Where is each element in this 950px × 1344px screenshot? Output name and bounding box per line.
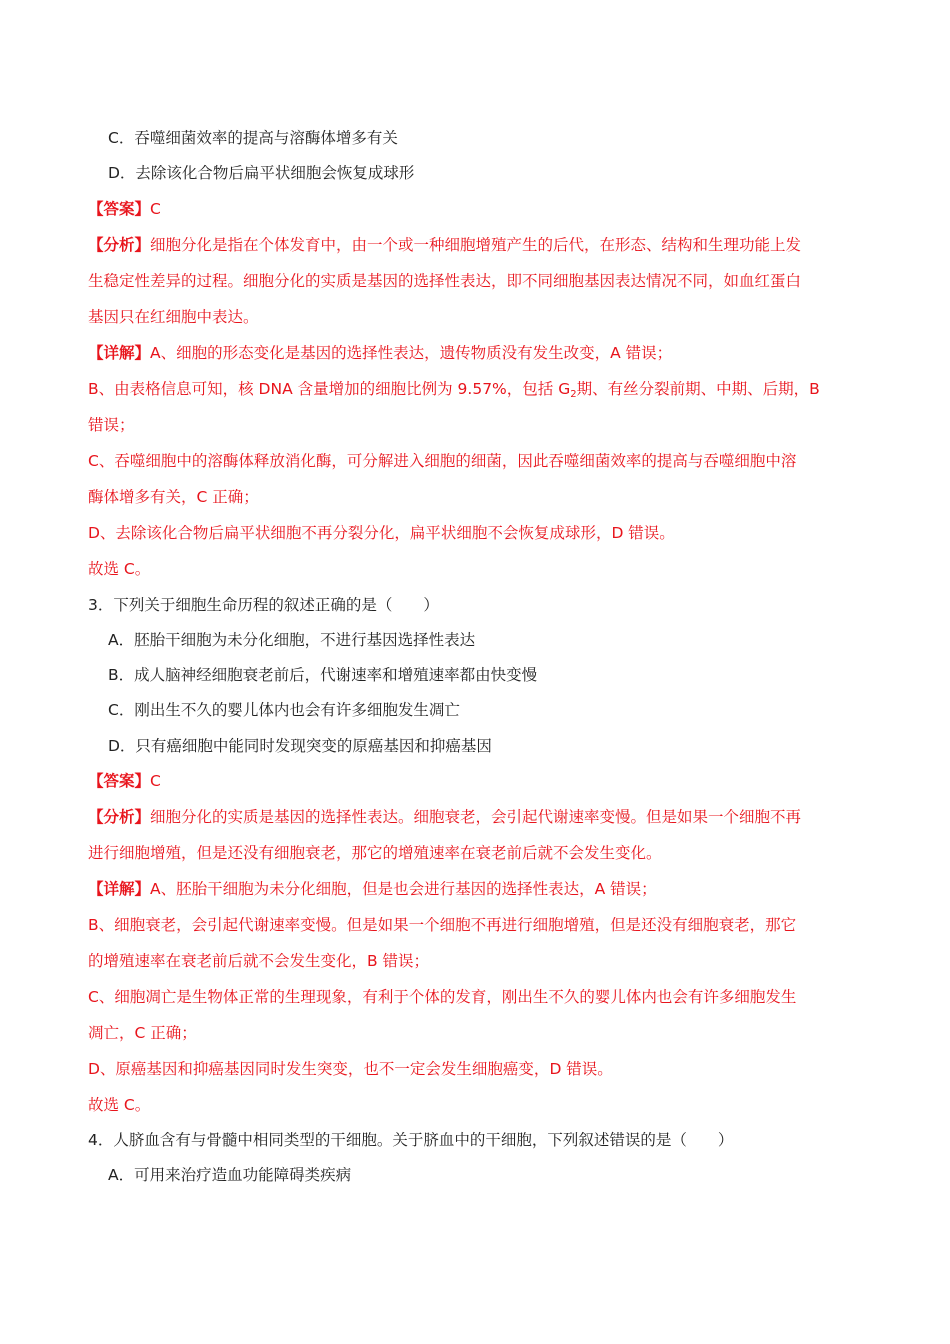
q4-stem: 4．人脐血含有与骨髓中相同类型的干细胞。关于脐血中的干细胞，下列叙述错误的是（ ） — [88, 1131, 734, 1149]
analysis-text: 细胞分化是指在个体发育中，由一个或一种细胞增殖产生的后代，在形态、结构和生理功能上发 — [150, 236, 802, 254]
analysis-text: 细胞分化的实质是基因的选择性表达。细胞衰老，会引起代谢速率变慢。但是如果一个细胞不再 — [150, 808, 802, 826]
q3-detail-d: D、原癌基因和抑癌基因同时发生突变，也不一定会发生细胞癌变，D 错误。 — [88, 1060, 613, 1078]
detail-b-text-cont: 期、有丝分裂前期、中期、后期，B — [576, 380, 820, 398]
detail-text: A、细胞的形态变化是基因的选择性表达，遗传物质没有发生改变，A 错误； — [150, 344, 673, 362]
q3-option-a: A．胚胎干细胞为未分化细胞，不进行基因选择性表达 — [108, 631, 476, 649]
answer-value: C — [150, 200, 161, 218]
detail-b-text: B、由表格信息可知，核 DNA 含量增加的细胞比例为 9.57%，包括 G — [88, 380, 571, 398]
subscript: 2 — [570, 389, 577, 400]
q2-answer — [88, 198, 161, 220]
q3-detail-a — [88, 878, 657, 900]
q3-answer — [88, 770, 161, 792]
q3-stem: 3．下列关于细胞生命历程的叙述正确的是（ ） — [88, 596, 439, 614]
q3-conclusion: 故选 C。 — [88, 1096, 151, 1114]
detail-tag: 【详解】 — [88, 344, 151, 362]
analysis-tag: 【分析】 — [88, 236, 151, 254]
q3-option-c: C．刚出生不久的婴儿体内也会有许多细胞发生凋亡 — [108, 701, 460, 719]
detail-text: A、胚胎干细胞为未分化细胞，但是也会进行基因的选择性表达，A 错误； — [150, 880, 657, 898]
q2-detail-b-line-1 — [88, 378, 820, 400]
q2-option-d: D．去除该化合物后扁平状细胞会恢复成球形 — [108, 164, 415, 182]
q2-detail-c-line-1: C、吞噬细胞中的溶酶体释放消化酶，可分解进入细胞的细菌，因此吞噬细菌效率的提高与吞噬细胞中溶 — [88, 452, 797, 470]
q3-detail-c-line-2: 凋亡，C 正确； — [88, 1024, 197, 1042]
q2-analysis-line-3: 基因只在红细胞中表达。 — [88, 308, 259, 326]
q2-option-c: C．吞噬细菌效率的提高与溶酶体增多有关 — [108, 129, 398, 147]
q3-detail-b-line-2: 的增殖速率在衰老前后就不会发生变化，B 错误； — [88, 952, 430, 970]
q2-detail-b-line-2: 错误； — [88, 416, 135, 434]
q4-option-a: A．可用来治疗造血功能障碍类疾病 — [108, 1166, 352, 1184]
answer-value: C — [150, 772, 161, 790]
q2-analysis-line-1 — [88, 234, 801, 256]
q3-detail-c-line-1: C、细胞凋亡是生物体正常的生理现象，有利于个体的发育，刚出生不久的婴儿体内也会有许多细胞发生 — [88, 988, 797, 1006]
q2-conclusion: 故选 C。 — [88, 560, 151, 578]
q3-analysis-line-1 — [88, 806, 801, 828]
analysis-tag: 【分析】 — [88, 808, 151, 826]
answer-tag: 【答案】 — [88, 200, 151, 218]
q2-analysis-line-2: 生稳定性差异的过程。细胞分化的实质是基因的选择性表达，即不同细胞基因表达情况不同，如血红蛋白 — [88, 272, 802, 290]
q2-detail-a — [88, 342, 672, 364]
q3-analysis-line-2: 进行细胞增殖，但是还没有细胞衰老，那它的增殖速率在衰老前后就不会发生变化。 — [88, 844, 662, 862]
q3-option-d: D．只有癌细胞中能同时发现突变的原癌基因和抑癌基因 — [108, 737, 492, 755]
detail-tag: 【详解】 — [88, 880, 151, 898]
answer-tag: 【答案】 — [88, 772, 151, 790]
q2-detail-d: D、去除该化合物后扁平状细胞不再分裂分化，扁平状细胞不会恢复成球形，D 错误。 — [88, 524, 675, 542]
q2-detail-c-line-2: 酶体增多有关，C 正确； — [88, 488, 259, 506]
q3-detail-b-line-1: B、细胞衰老，会引起代谢速率变慢。但是如果一个细胞不再进行细胞增殖，但是还没有细胞衰老，那它 — [88, 916, 797, 934]
q3-option-b: B．成人脑神经细胞衰老前后，代谢速率和增殖速率都由快变慢 — [108, 666, 538, 684]
